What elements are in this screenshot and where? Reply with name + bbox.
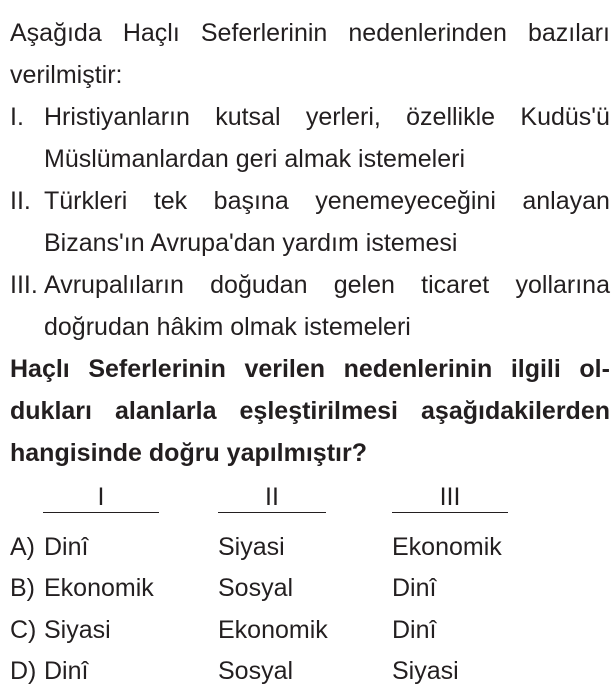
- word: ilgili: [510, 355, 561, 383]
- word: Seferlerinin: [88, 355, 226, 383]
- word: Aşağıda: [10, 19, 102, 47]
- column-header-1: I: [43, 482, 159, 513]
- word: Kudüs'ü: [520, 103, 610, 131]
- item-1-line-1: [10, 96, 610, 138]
- word: doğudan: [210, 271, 308, 299]
- item-numeral: III.: [10, 271, 38, 299]
- word: bazıları: [527, 19, 610, 47]
- word: yerleri,: [305, 103, 381, 131]
- question-stem-line-3: hangisinde doğru yapılmıştır?: [10, 439, 367, 467]
- option-value-3: Dinî: [392, 616, 437, 644]
- word: gelen: [333, 271, 395, 299]
- word: ticaret: [421, 271, 490, 299]
- word: anlayan: [522, 187, 610, 215]
- item-2-line-2: Bizans'ın Avrupa'dan yardım istemesi: [44, 229, 458, 257]
- item-3-line-2: doğrudan hâkim olmak istemeleri: [44, 313, 411, 341]
- word: kutsal: [215, 103, 281, 131]
- option-letter: D): [10, 657, 37, 685]
- intro-line-1: [10, 12, 610, 54]
- option-value-1: Dinî: [44, 533, 89, 561]
- option-value-3: Ekonomik: [392, 533, 502, 561]
- option-letter: C): [10, 616, 37, 644]
- word: tek: [153, 187, 188, 215]
- word: eşleştirilmesi: [239, 397, 398, 425]
- word: verilen: [244, 355, 326, 383]
- question-stem-line-2: [10, 390, 610, 432]
- word: yollarına: [515, 271, 610, 299]
- option-value-3: Siyasi: [392, 657, 459, 685]
- item-numeral: I.: [10, 103, 24, 131]
- option-value-1: Ekonomik: [44, 574, 154, 602]
- word: Seferlerinin: [200, 19, 328, 47]
- word: alanlarla: [115, 397, 217, 425]
- option-letter: B): [10, 574, 35, 602]
- word: başına: [213, 187, 289, 215]
- option-value-1: Siyasi: [44, 616, 111, 644]
- column-header-2: II: [218, 482, 326, 513]
- word: aşağıdakilerden: [421, 397, 610, 425]
- word: nedenlerinden: [348, 19, 507, 47]
- intro-line-2: verilmiştir:: [10, 61, 123, 89]
- word: dukları: [10, 397, 92, 425]
- item-2-line-1: [10, 180, 610, 222]
- word: Avrupalıların: [44, 271, 184, 299]
- word: özellikle: [406, 103, 496, 131]
- word: yenemeyeceğini: [315, 187, 496, 215]
- option-value-2: Sosyal: [218, 574, 294, 602]
- word: Türkleri: [44, 187, 128, 215]
- option-value-3: Dinî: [392, 574, 437, 602]
- word: Haçlı: [10, 355, 70, 383]
- word: nedenlerinin: [343, 355, 493, 383]
- question-text: [10, 12, 610, 474]
- question-stem-line-1: [10, 348, 610, 390]
- item-3-line-1: [10, 264, 610, 306]
- option-value-2: Siyasi: [218, 533, 285, 561]
- item-numeral: II.: [10, 187, 31, 215]
- option-value-2: Sosyal: [218, 657, 294, 685]
- column-header-3: III: [392, 482, 508, 513]
- option-letter: A): [10, 533, 35, 561]
- word: ol-: [579, 355, 610, 383]
- option-value-1: Dinî: [44, 657, 89, 685]
- option-value-2: Ekonomik: [218, 616, 328, 644]
- item-1-line-2: Müslümanlardan geri almak istemeleri: [44, 145, 465, 173]
- column-headers: [0, 482, 616, 514]
- word: Haçlı: [122, 19, 180, 47]
- word: Hristiyanların: [44, 103, 190, 131]
